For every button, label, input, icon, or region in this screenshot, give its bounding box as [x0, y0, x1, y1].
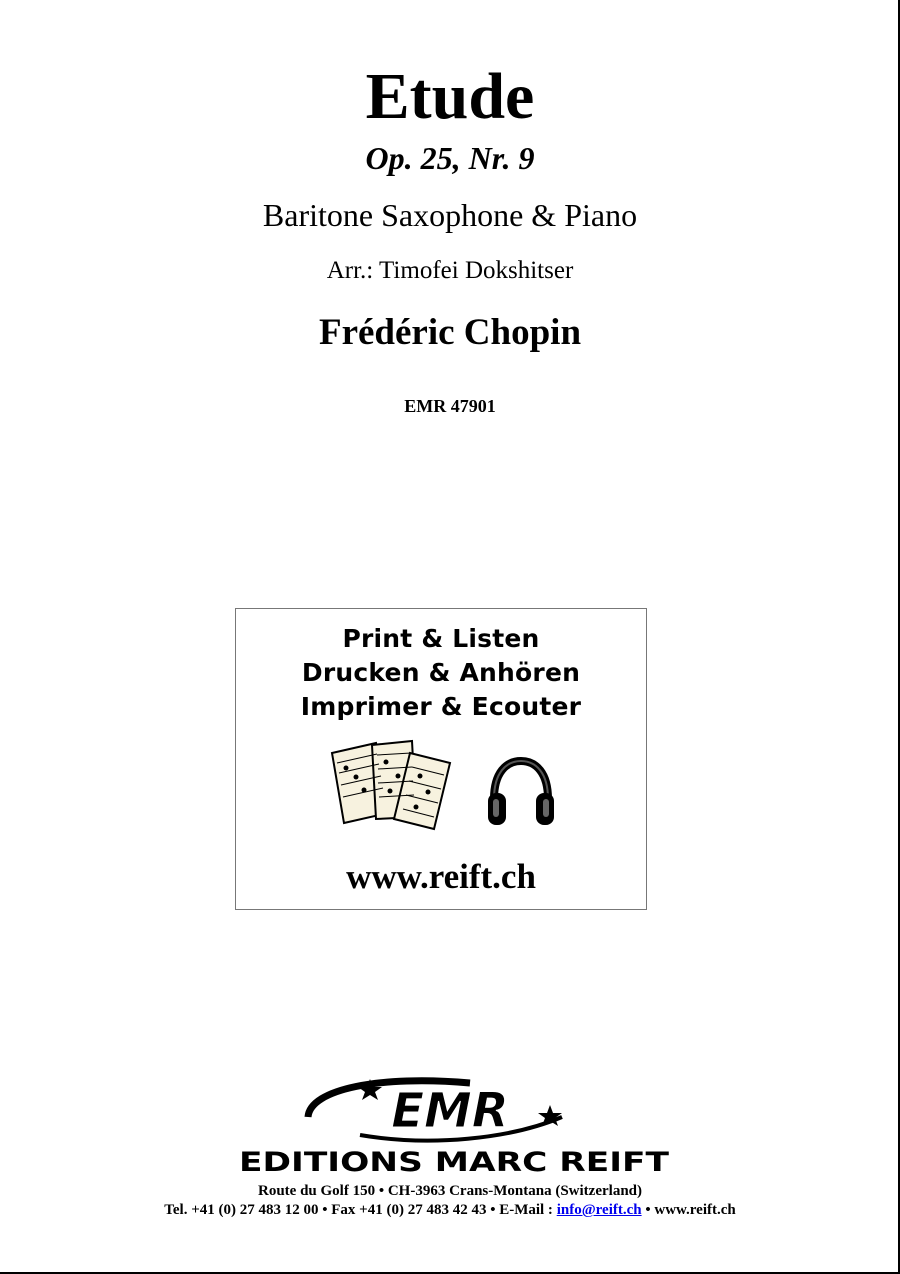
contact-phone-fax: Tel. +41 (0) 27 483 12 00 • Fax +41 (0) 27 483 42 43 • E-Mail : [164, 1202, 557, 1218]
work-title: Etude [365, 60, 535, 133]
arranger: Arr.: Timofei Dokshitser [326, 257, 574, 284]
headphones-icon [486, 755, 556, 829]
svg-text:EMR: EMR [391, 1083, 509, 1139]
sheet-music-icon [328, 739, 454, 831]
instrumentation: Baritone Saxophone & Piano [262, 197, 638, 233]
print-listen-box [235, 608, 647, 910]
svg-text:EDITIONS MARC REIFT: EDITIONS MARC REIFT [239, 1147, 670, 1176]
editions-marc-reift-wordmark [236, 1146, 672, 1176]
promo-website[interactable]: www.reift.ch [346, 857, 536, 896]
catalog-code: EMR 47901 [404, 396, 496, 416]
promo-line-french: Imprimer & Ecouter [300, 692, 582, 721]
promo-line-german: Drucken & Anhören [301, 658, 581, 687]
composer-name: Frédéric Chopin [318, 312, 582, 353]
publisher-contact [0, 1200, 900, 1220]
email-link[interactable]: info@reift.ch [556, 1202, 642, 1218]
promo-line-english: Print & Listen [342, 624, 540, 653]
contact-website[interactable]: • www.reift.ch [641, 1202, 736, 1218]
emr-logo [300, 1073, 580, 1145]
publisher-address: Route du Golf 150 • CH-3963 Crans-Montana (Switzerland) [258, 1183, 642, 1199]
opus-number: Op. 25, Nr. 9 [365, 140, 535, 176]
